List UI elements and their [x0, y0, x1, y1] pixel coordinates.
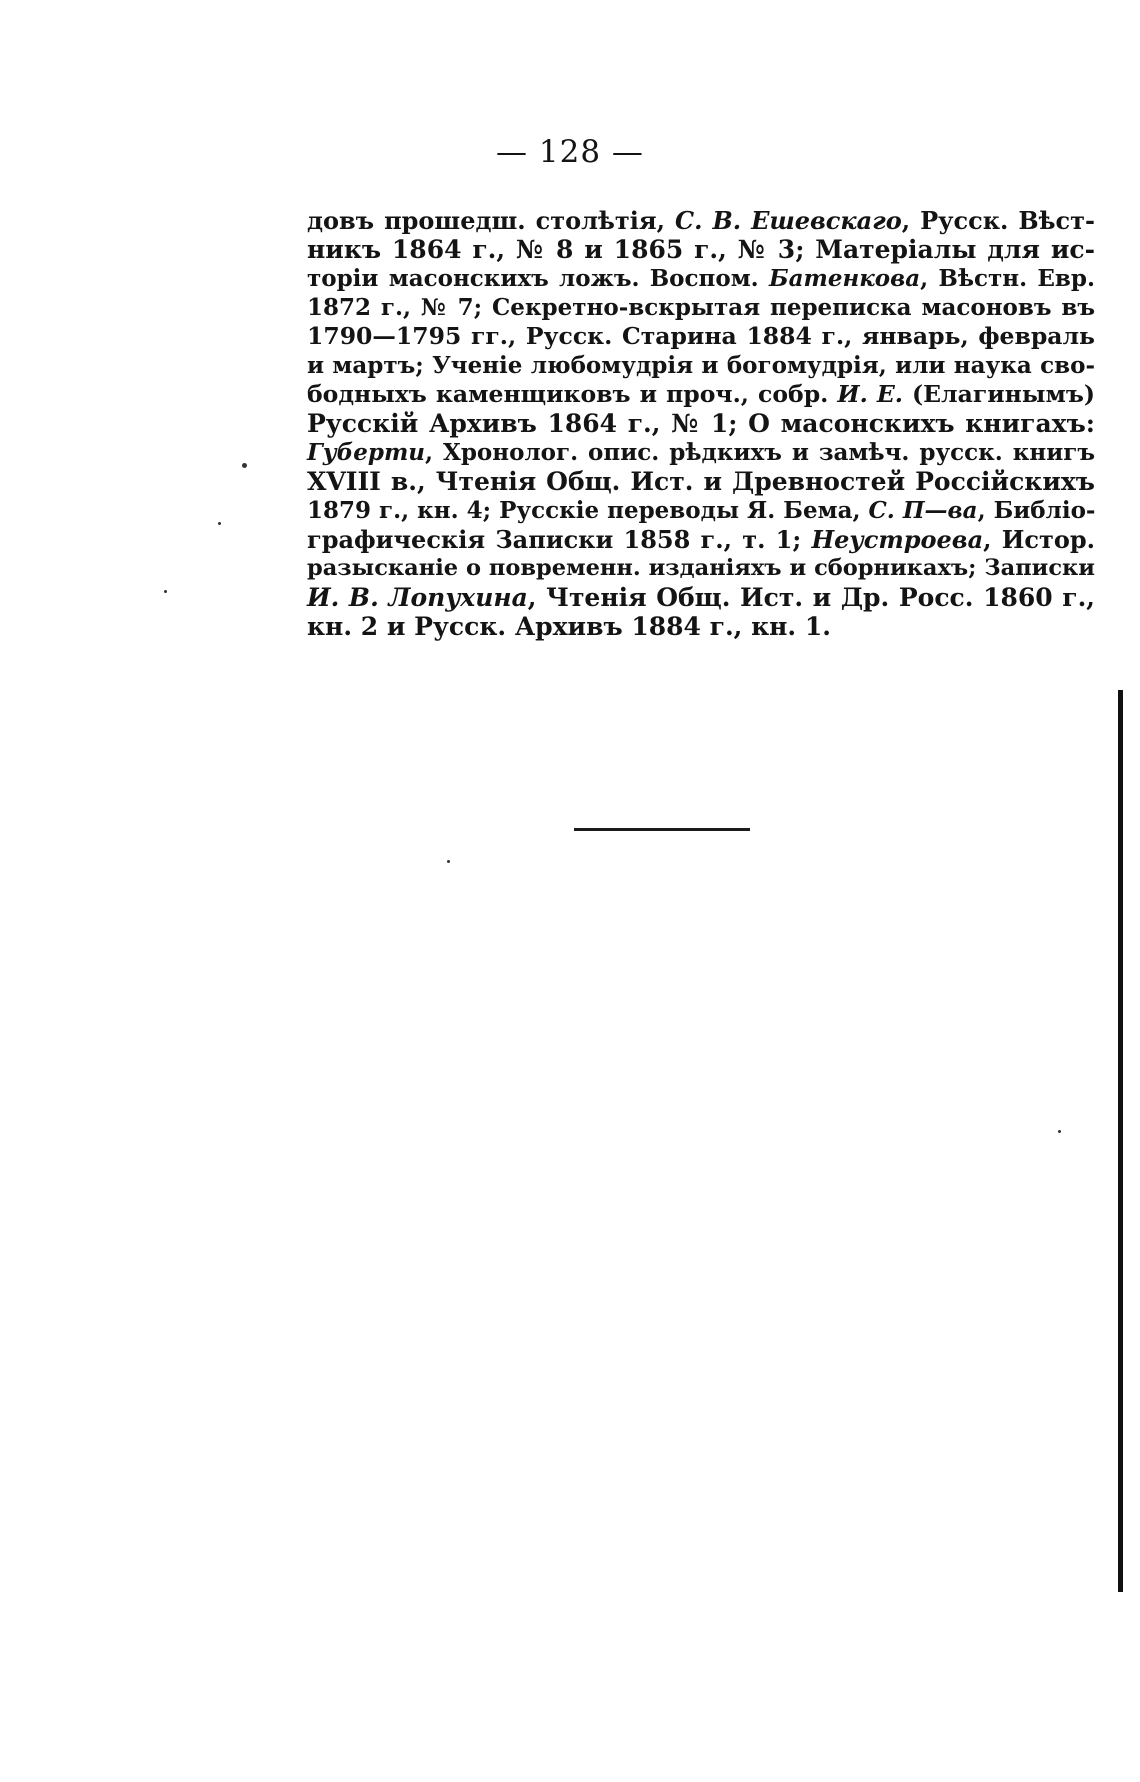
- author-name: Батенкова: [768, 265, 921, 292]
- text-line: [307, 264, 1095, 293]
- bibliography-paragraph: [307, 206, 1095, 641]
- text-line: [307, 409, 1095, 438]
- text-segment: Русскій Архивъ 1864 г., № 1; О масонскихъ книгахъ:: [307, 409, 1095, 438]
- text-segment: графическія Записки 1858 г., т. 1;: [307, 525, 812, 554]
- text-line: [307, 525, 1095, 554]
- scan-speck: [447, 860, 450, 863]
- text-segment: разысканіе о повременн. изданіяхъ и сборникахъ; Записки: [307, 555, 1095, 581]
- author-name: Неустроева: [811, 525, 984, 554]
- text-line: [307, 467, 1095, 496]
- text-line: [307, 554, 1095, 583]
- text-segment: XVIII в., Чтенія Общ. Ист. и Древностей Россійскихъ: [307, 467, 1095, 496]
- text-line: [307, 293, 1095, 322]
- scan-speck: [1058, 1130, 1061, 1133]
- text-segment: 1879 г., кн. 4; Русскіе переводы Я. Бема,: [307, 497, 869, 524]
- text-line: [307, 380, 1095, 409]
- text-segment: , Вѣстн. Евр.: [920, 265, 1095, 292]
- text-line: [307, 496, 1095, 525]
- author-name: Губерти: [307, 439, 426, 466]
- text-line: [307, 612, 1095, 641]
- author-name: С. В. Ешевскаго: [675, 206, 902, 235]
- text-segment: бодныхъ каменщиковъ и проч., собр.: [307, 380, 838, 408]
- text-segment: и мартъ; Ученіе любомудрія и богомудрія, или наука сво-: [307, 352, 1095, 379]
- text-segment: кн. 2 и Русск. Архивъ 1884 г., кн. 1.: [307, 612, 831, 641]
- text-segment: торіи масонскихъ ложъ. Воспом.: [307, 265, 769, 292]
- text-segment: 1790—1795 гг., Русск. Старина 1884 г., январь, февраль: [307, 322, 1095, 350]
- text-line: [307, 351, 1095, 380]
- text-line: [307, 235, 1095, 264]
- text-segment: никъ 1864 г., № 8 и 1865 г., № 3; Матеріалы для ис-: [307, 235, 1095, 264]
- scan-speck: [242, 463, 247, 468]
- text-line: [307, 438, 1095, 467]
- text-segment: (Елагинымъ): [902, 380, 1096, 408]
- text-segment: , Чтенія Общ. Ист. и Др. Росс. 1860 г.,: [527, 583, 1095, 612]
- text-line: [307, 322, 1095, 351]
- page-number: — 128 —: [496, 134, 644, 170]
- text-segment: , Русск. Вѣст-: [901, 206, 1095, 235]
- text-segment: довъ прошедш. столѣтія,: [307, 206, 675, 235]
- text-line: [307, 583, 1095, 612]
- text-line: [307, 206, 1095, 235]
- scan-edge-shadow: [1118, 690, 1123, 1592]
- text-segment: , Истор.: [983, 525, 1096, 554]
- section-divider: [574, 828, 750, 831]
- text-segment: , Библіо-: [977, 497, 1096, 524]
- text-segment: , Хронолог. опис. рѣдкихъ и замѣч. русск. книгъ: [425, 439, 1095, 466]
- author-name: И. Е.: [837, 380, 903, 408]
- author-name: И. В. Лопухина: [307, 583, 528, 612]
- scan-speck: [218, 522, 221, 525]
- author-name: С. П—ва: [868, 497, 978, 524]
- scan-speck: [164, 590, 167, 593]
- text-segment: 1872 г., № 7; Секретно-вскрытая переписка масоновъ въ: [307, 294, 1095, 321]
